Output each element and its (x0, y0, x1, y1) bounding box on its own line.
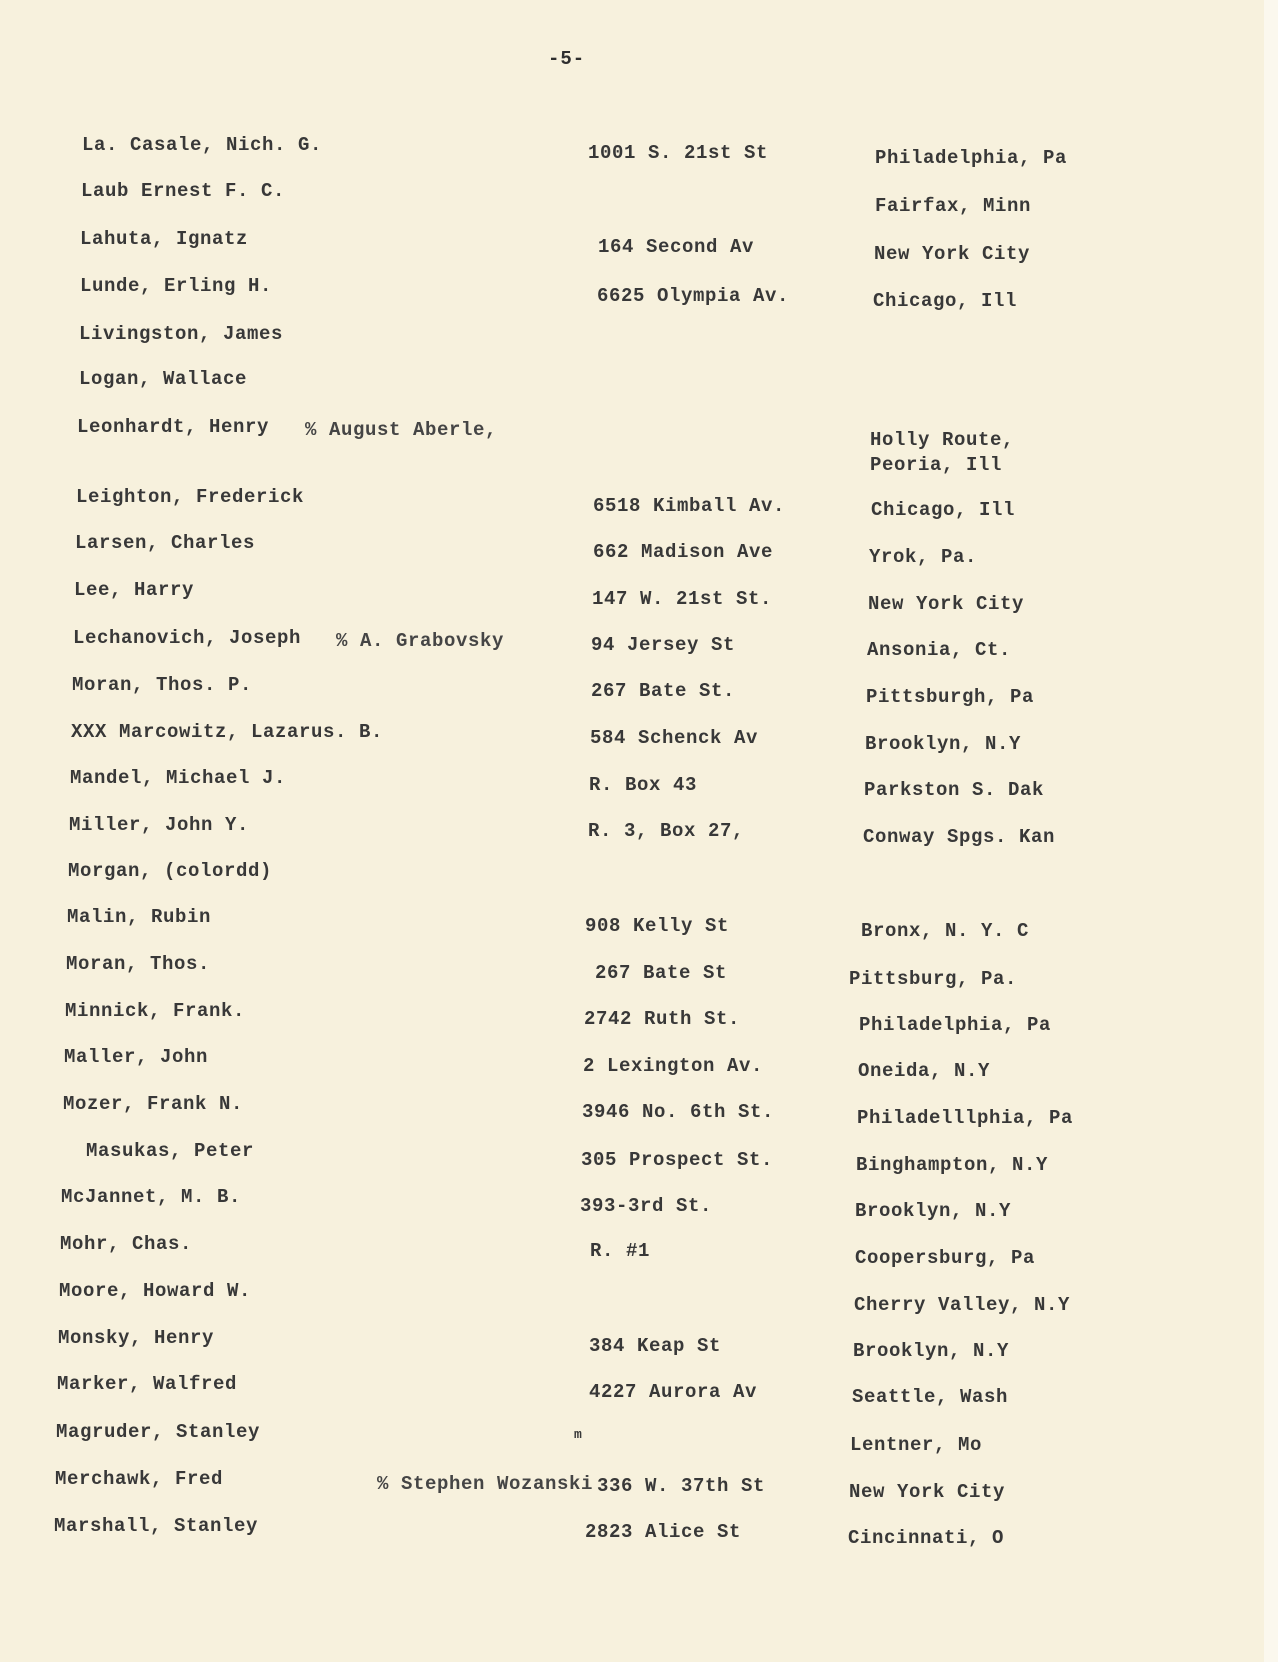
entry-name: Mandel, Michael J. (70, 767, 287, 789)
list-item (0, 180, 1278, 220)
page-number: -5- (548, 48, 586, 70)
entry-care-of: % A. Grabovsky (336, 630, 505, 652)
entry-street: 384 Keap St (589, 1335, 722, 1357)
entry-city: Philadelphia, Pa (875, 147, 1068, 169)
entry-name: La. Casale, Nich. G. (82, 134, 323, 156)
entry-street: 267 Bate St. (591, 680, 736, 702)
list-item (0, 627, 1278, 667)
entry-street: 94 Jersey St (591, 634, 736, 656)
entry-city: Fairfax, Minn (875, 195, 1032, 217)
entry-street: 305 Prospect St. (581, 1149, 774, 1171)
list-item (0, 1233, 1278, 1273)
entry-city: Holly Route, Peoria, Ill (870, 429, 1015, 476)
entry-city: Bronx, N. Y. C (861, 920, 1030, 942)
entry-name: Livingston, James (79, 323, 284, 345)
entry-city: Oneida, N.Y (858, 1060, 991, 1082)
list-item (0, 1280, 1278, 1320)
entry-name: Lahuta, Ignatz (80, 228, 249, 250)
entry-city: Seattle, Wash (852, 1386, 1009, 1408)
list-item (0, 532, 1278, 572)
entry-city: Cherry Valley, N.Y (854, 1294, 1071, 1316)
entry-street: R. Box 43 (589, 774, 698, 796)
list-item (0, 228, 1278, 268)
entry-street: 267 Bate St (595, 962, 728, 984)
list-item (0, 416, 1278, 476)
entry-name: Larsen, Charles (75, 532, 256, 554)
list-item (0, 579, 1278, 619)
entry-name: Monsky, Henry (58, 1327, 215, 1349)
entry-name: Moran, Thos. P. (72, 674, 253, 696)
entry-street: R. #1 (590, 1240, 651, 1262)
entry-name: Marker, Walfred (57, 1373, 238, 1395)
entry-city: Pittsburgh, Pa (866, 686, 1035, 708)
entry-city: Coopersburg, Pa (855, 1247, 1036, 1269)
entry-city: Brooklyn, N.Y (853, 1340, 1010, 1362)
entry-name: Moran, Thos. (66, 953, 211, 975)
entry-name: Magruder, Stanley (56, 1421, 261, 1443)
entry-name: Minnick, Frank. (65, 1000, 246, 1022)
list-item (0, 134, 1278, 174)
list-item (0, 1515, 1278, 1555)
entry-street: 164 Second Av (598, 236, 755, 258)
entry-street: 393-3rd St. (580, 1195, 713, 1217)
entry-street: 3946 No. 6th St. (582, 1101, 775, 1123)
entry-city: Lentner, Mo (850, 1434, 983, 1456)
entry-street: 584 Schenck Av (590, 727, 759, 749)
entry-name: Malin, Rubin (67, 906, 212, 928)
entry-name: Lee, Harry (74, 579, 195, 601)
entry-name: XXX Marcowitz, Lazarus. B. (71, 721, 384, 743)
list-item (0, 1000, 1278, 1040)
entry-name: Marshall, Stanley (54, 1515, 259, 1537)
list-item (0, 1140, 1278, 1180)
entry-street: 147 W. 21st St. (592, 588, 773, 610)
entry-name: Lechanovich, Joseph (73, 627, 302, 649)
entry-city: Chicago, Ill (871, 499, 1016, 521)
entry-street: 1001 S. 21st St (588, 142, 769, 164)
entry-name: Mohr, Chas. (60, 1233, 193, 1255)
entry-name: Morgan, (colordd) (68, 860, 273, 882)
list-item (0, 860, 1278, 900)
list-item (0, 721, 1278, 761)
entry-street: 4227 Aurora Av (589, 1381, 758, 1403)
list-item (0, 906, 1278, 946)
entry-street: 6518 Kimball Av. (593, 495, 786, 517)
entry-city: Brooklyn, N.Y (865, 733, 1022, 755)
entry-street: 2742 Ruth St. (584, 1008, 741, 1030)
entry-name: Maller, John (64, 1046, 209, 1068)
entry-name: Leighton, Frederick (76, 486, 305, 508)
entry-name: McJannet, M. B. (61, 1186, 242, 1208)
list-item (0, 368, 1278, 408)
list-item (0, 674, 1278, 714)
entry-name: Merchawk, Fred (55, 1468, 224, 1490)
list-item (0, 1046, 1278, 1086)
entry-city: New York City (874, 243, 1031, 265)
entry-name: Miller, John Y. (69, 814, 250, 836)
entry-city: Yrok, Pa. (869, 546, 978, 568)
entry-city: Philadelphia, Pa (859, 1014, 1052, 1036)
entry-name: Lunde, Erling H. (80, 275, 273, 297)
entry-name: Laub Ernest F. C. (81, 180, 286, 202)
entry-city: New York City (849, 1481, 1006, 1503)
list-item (0, 1468, 1278, 1508)
entry-name: Leonhardt, Henry (77, 416, 270, 438)
entry-city: Conway Spgs. Kan (863, 826, 1056, 848)
list-item (0, 1421, 1278, 1461)
entry-city: Brooklyn, N.Y (855, 1200, 1012, 1222)
list-item (0, 767, 1278, 807)
list-item (0, 1186, 1278, 1226)
entry-city: Parkston S. Dak (864, 779, 1045, 801)
entry-name: Moore, Howard W. (59, 1280, 252, 1302)
entry-street: 336 W. 37th St (597, 1475, 766, 1497)
list-item (0, 814, 1278, 854)
entry-street: R. 3, Box 27, (588, 820, 745, 842)
entry-city: Philadelllphia, Pa (857, 1107, 1074, 1129)
list-item (0, 1093, 1278, 1133)
entry-street: 908 Kelly St (585, 915, 730, 937)
entry-city: Binghampton, N.Y (856, 1154, 1049, 1176)
entry-care-of: % Stephen Wozanski (377, 1473, 594, 1495)
list-item (0, 275, 1278, 315)
entry-care-of: % August Aberle, (305, 419, 498, 441)
entry-city: Pittsburg, Pa. (849, 968, 1018, 990)
entry-name: Logan, Wallace (79, 368, 248, 390)
entry-city: Chicago, Ill (873, 290, 1018, 312)
entry-street: 2 Lexington Av. (583, 1055, 764, 1077)
list-item (0, 953, 1278, 993)
entry-street: m (574, 1427, 583, 1442)
entry-name: Mozer, Frank N. (63, 1093, 244, 1115)
entry-name: Masukas, Peter (86, 1140, 255, 1162)
list-item (0, 1327, 1278, 1367)
entry-street: 2823 Alice St (585, 1521, 742, 1543)
entry-city: New York City (868, 593, 1025, 615)
list-item (0, 323, 1278, 363)
list-item (0, 1373, 1278, 1413)
entry-street: 6625 Olympia Av. (597, 285, 790, 307)
entry-city: Ansonia, Ct. (867, 639, 1012, 661)
entry-street: 662 Madison Ave (593, 541, 774, 563)
entry-city: Cincinnati, O (848, 1527, 1005, 1549)
list-item (0, 486, 1278, 526)
